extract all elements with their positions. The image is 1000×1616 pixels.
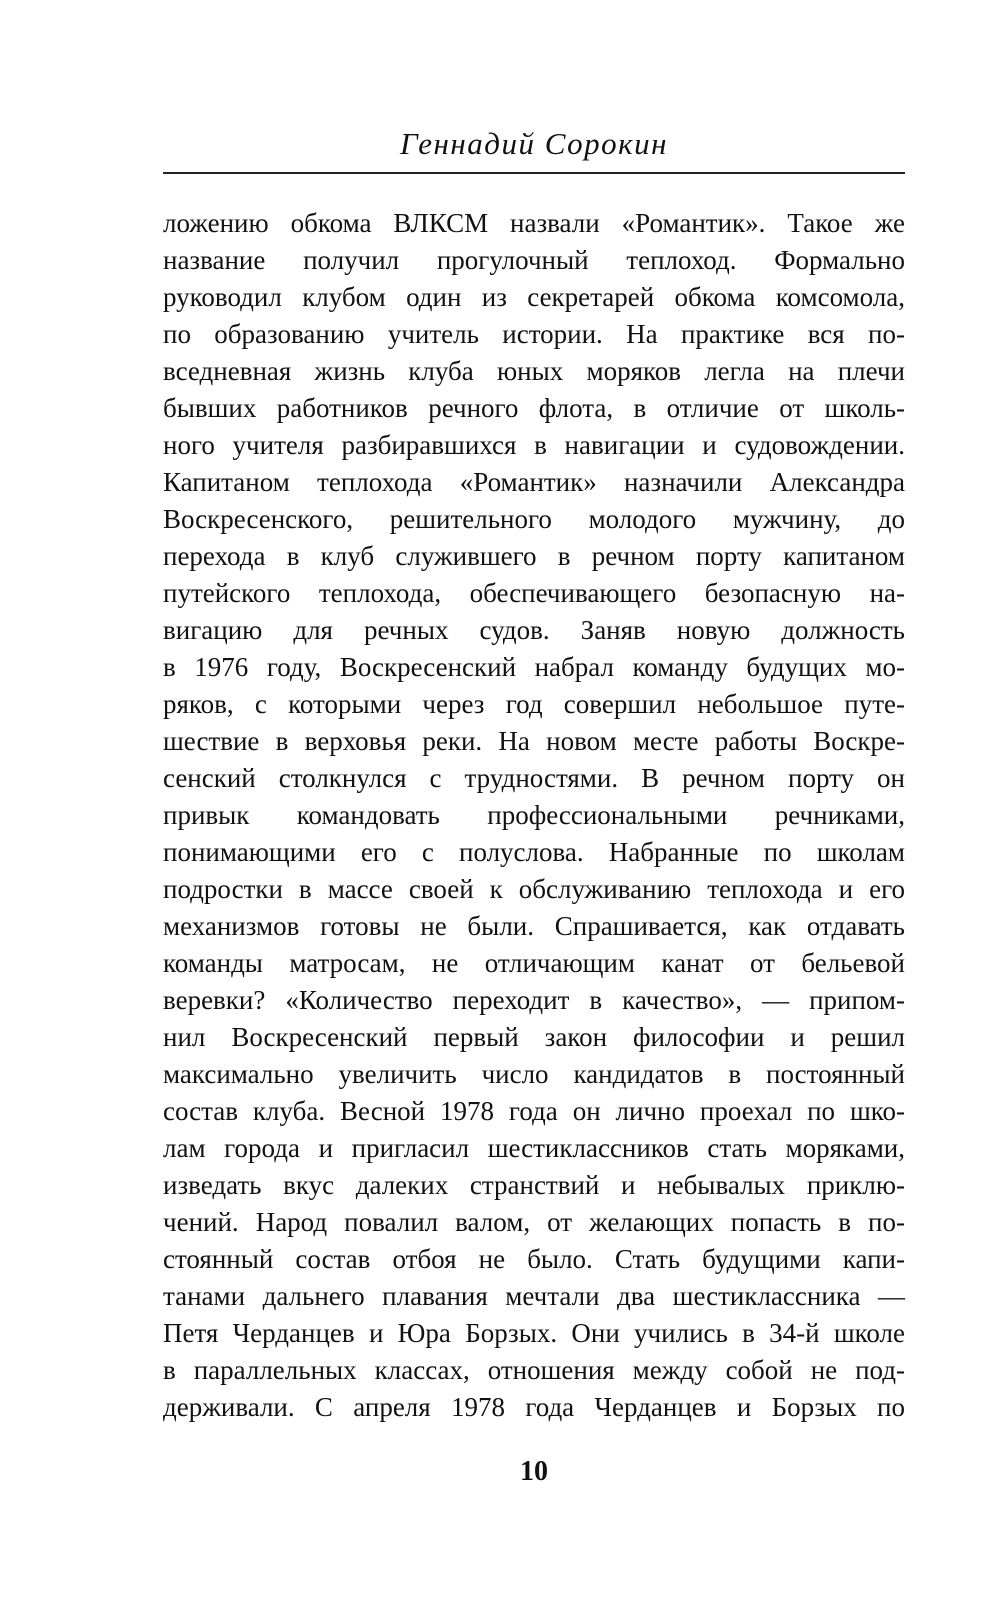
text-line: максимально увеличить число кандидатов в постоянный [163, 1059, 905, 1089]
text-line: состав клуба. Весной 1978 года он лично проехал по шко- [163, 1096, 905, 1126]
text-line: сенский столкнулся с трудностями. В речном порту он [163, 763, 905, 793]
text-line: вигацию для речных судов. Заняв новую должность [163, 615, 905, 645]
text-line: перехода в клуб служившего в речном порту капитаном [163, 541, 905, 571]
text-line: ряков, с которыми через год совершил небольшое путе- [163, 689, 905, 719]
header-rule [163, 172, 905, 174]
text-line: по образованию учитель истории. На практике вся по- [163, 319, 905, 349]
text-line: стоянный состав отбоя не было. Стать будущими капи- [163, 1244, 905, 1274]
text-line: Воскресенского, решительного молодого мужчину, до [163, 504, 905, 534]
body-text [163, 205, 905, 1426]
text-line: Петя Черданцев и Юра Борзых. Они учились в 34-й школе [163, 1318, 905, 1348]
running-head-author: Геннадий Сорокин [400, 126, 668, 161]
text-line: привык командовать профессиональными речниками, [163, 800, 905, 830]
text-line: чений. Народ повалил валом, от желающих попасть в по- [163, 1207, 905, 1237]
text-line: название получил прогулочный теплоход. Формально [163, 245, 905, 275]
text-line: путейского теплохода, обеспечивающего безопасную на- [163, 578, 905, 608]
text-line: изведать вкус далеких странствий и небывалых приклю- [163, 1170, 905, 1200]
text-line: в параллельных классах, отношения между собой не под- [163, 1355, 905, 1385]
text-line: бывших работников речного флота, в отличие от школь- [163, 393, 905, 423]
text-line: команды матросам, не отличающим канат от бельевой [163, 948, 905, 978]
text-line: руководил клубом один из секретарей обкома комсомола, [163, 282, 905, 312]
text-line: веревки? «Количество переходит в качество», — припом- [163, 985, 905, 1015]
text-line: механизмов готовы не были. Спрашивается, как отдавать [163, 911, 905, 941]
text-line: ного учителя разбиравшихся в навигации и судовождении. [163, 430, 905, 460]
text-line: в 1976 году, Воскресенский набрал команду будущих мо- [163, 652, 905, 682]
page-number: 10 [520, 1456, 548, 1487]
text-line: вседневная жизнь клуба юных моряков легла на плечи [163, 356, 905, 386]
text-line: понимающими его с полуслова. Набранные по школам [163, 837, 905, 867]
text-line: шествие в верховья реки. На новом месте работы Воскре- [163, 726, 905, 756]
text-line: Капитаном теплохода «Романтик» назначили Александра [163, 467, 905, 497]
text-line: держивали. С апреля 1978 года Черданцев и Борзых по [163, 1392, 905, 1422]
text-line: ложению обкома ВЛКСМ назвали «Романтик». Такое же [163, 208, 905, 238]
text-line: нил Воскресенский первый закон философии и решил [163, 1022, 905, 1052]
text-line: лам города и пригласил шестиклассников стать моряками, [163, 1133, 905, 1163]
text-line: подростки в массе своей к обслуживанию теплохода и его [163, 874, 905, 904]
text-line: танами дальнего плавания мечтали два шестиклассника — [163, 1281, 905, 1311]
